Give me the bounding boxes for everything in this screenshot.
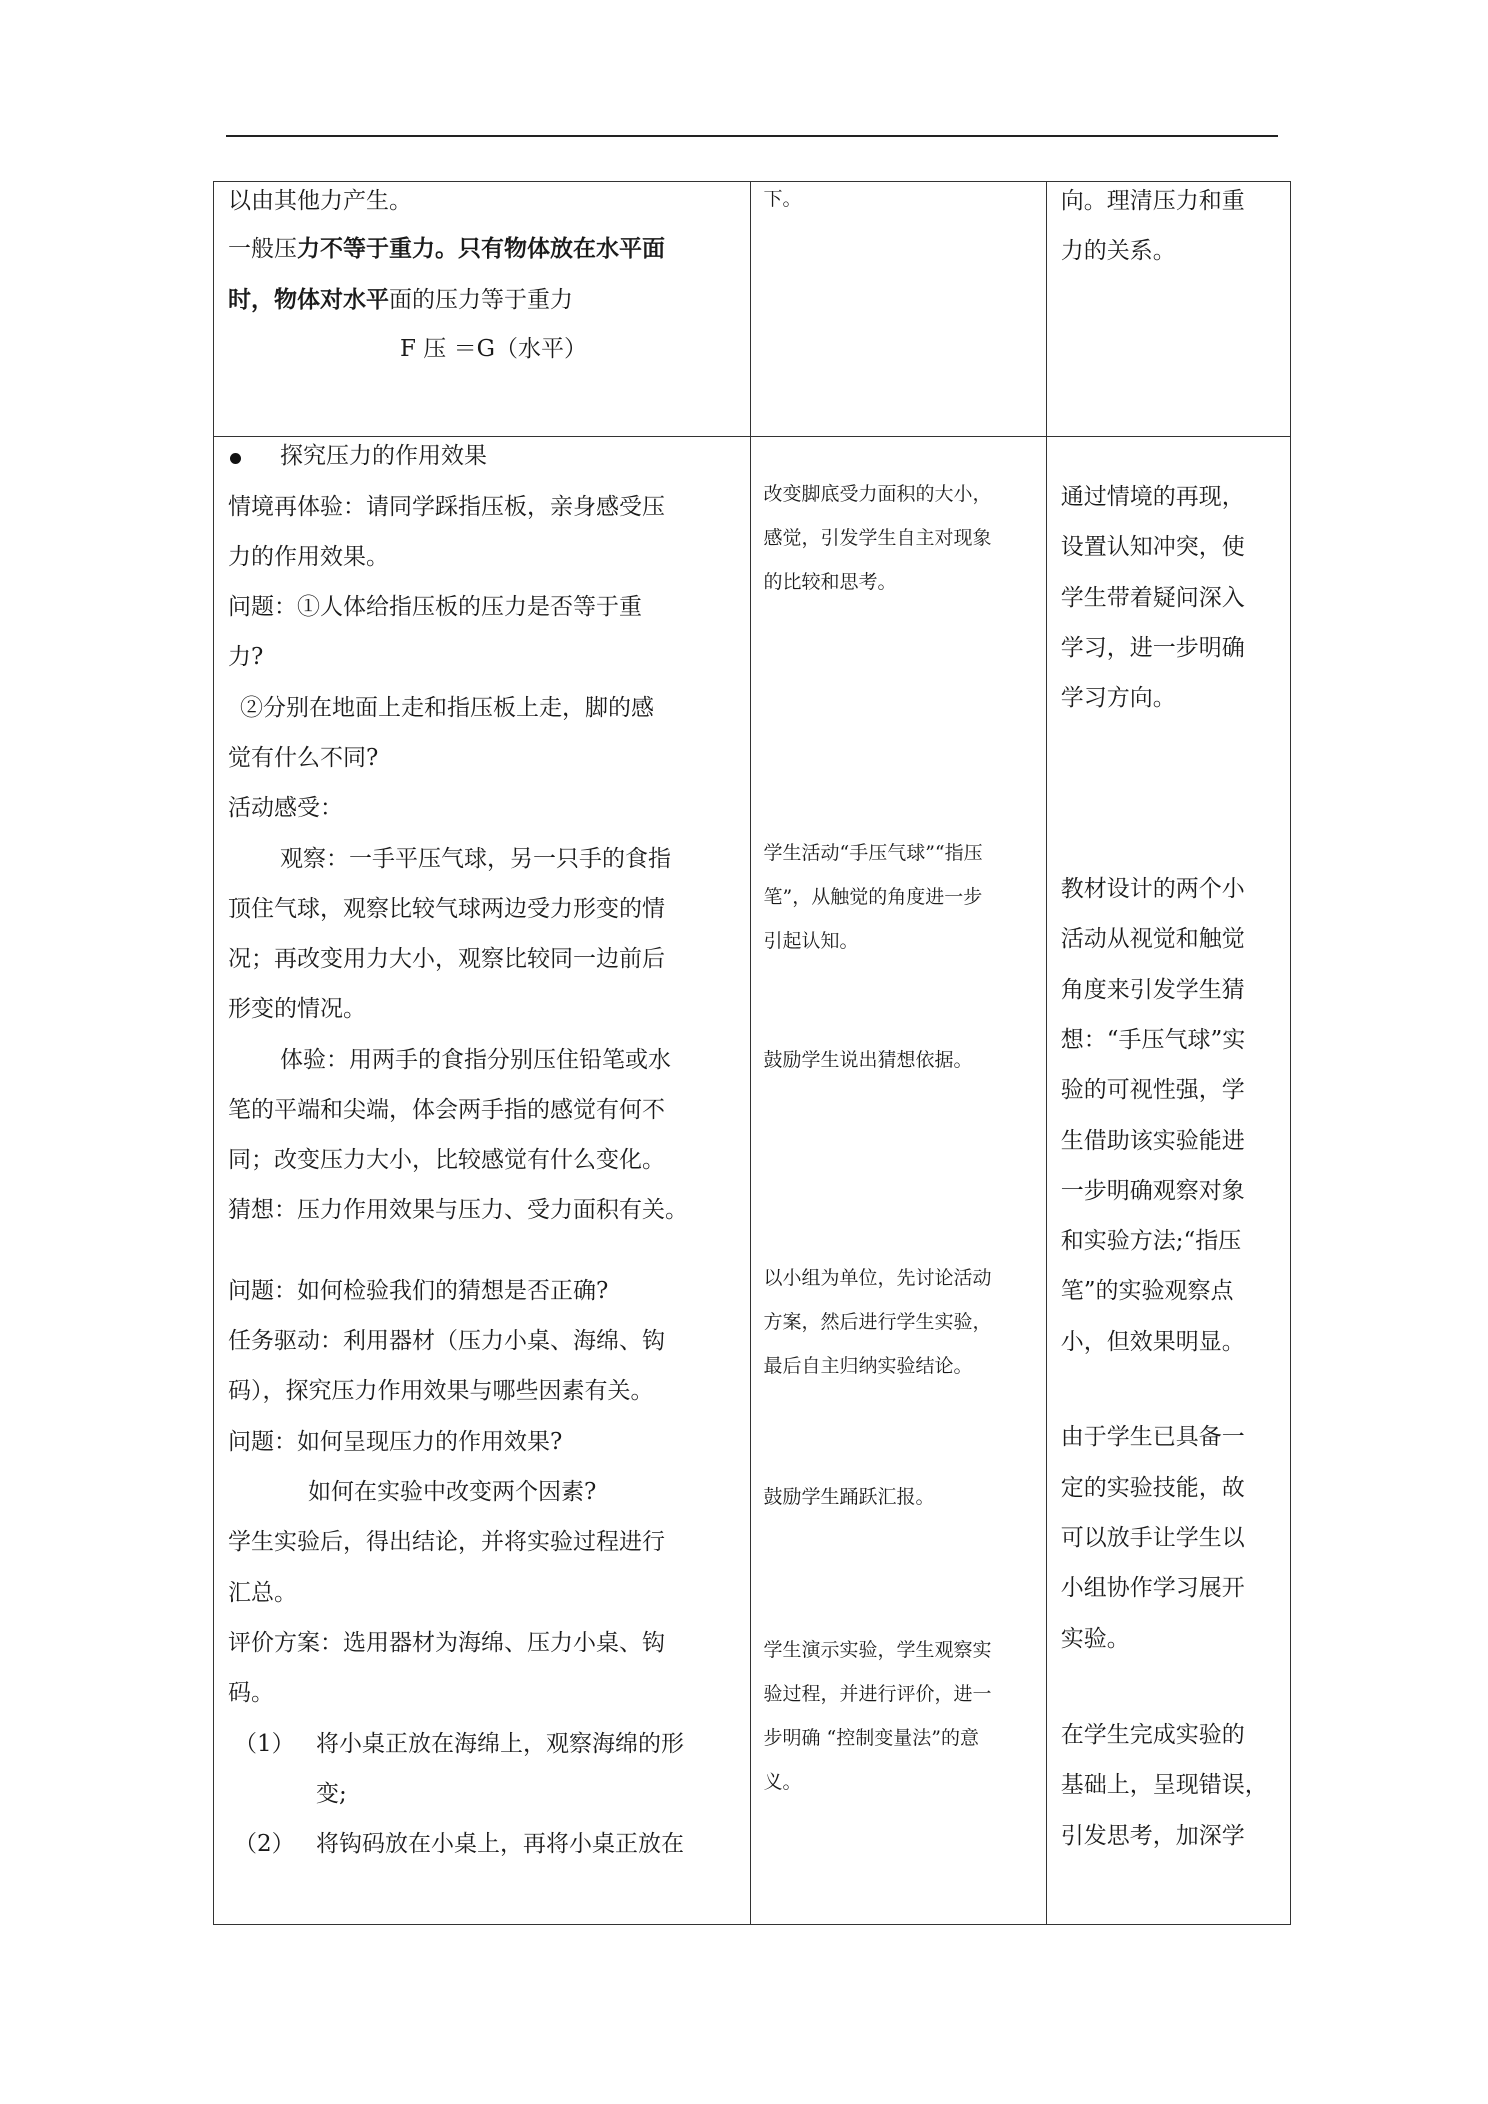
table-row bbox=[214, 182, 1291, 437]
text-line: 实验。 bbox=[1060, 1626, 1130, 1652]
text-line: 况；再改变用力大小，观察比较同一边前后 bbox=[228, 946, 665, 972]
text-line: 觉有什么不同? bbox=[228, 745, 379, 771]
text-line: 生借助该实验能进 bbox=[1060, 1128, 1245, 1154]
text-line: 设置认知冲突，使 bbox=[1060, 534, 1245, 560]
text-line: 力? bbox=[228, 644, 264, 670]
text-line: 基础上，呈现错误， bbox=[1060, 1772, 1268, 1798]
text-line: 定的实验技能，故 bbox=[1060, 1475, 1245, 1501]
text-line: 义。 bbox=[763, 1771, 802, 1793]
text-line: 学习方向。 bbox=[1060, 685, 1176, 711]
text-line: 顶住气球，观察比较气球两边受力形变的情 bbox=[228, 896, 665, 922]
text-line: 向。理清压力和重 bbox=[1060, 188, 1245, 214]
text-normal: 面的压力等于重力 bbox=[389, 287, 573, 313]
text-line: 学习，进一步明确 bbox=[1060, 635, 1245, 661]
lesson-table bbox=[213, 181, 1291, 1925]
header-rule bbox=[226, 135, 1278, 137]
text-line: 鼓励学生说出猜想依据。 bbox=[763, 1049, 973, 1071]
list-number: （1） bbox=[234, 1731, 295, 1757]
text-line: 问题：①人体给指压板的压力是否等于重 bbox=[228, 594, 642, 620]
text-line: 任务驱动：利用器材（压力小桌、海绵、钩 bbox=[228, 1328, 665, 1354]
text-line: 引发思考，加深学 bbox=[1060, 1823, 1245, 1849]
text-line: 码），探究压力作用效果与哪些因素有关。 bbox=[228, 1378, 654, 1404]
text-line: 学生带着疑问深入 bbox=[1060, 585, 1245, 611]
text-line: 力的关系。 bbox=[1060, 238, 1176, 264]
text-line: 猜想：压力作用效果与压力、受力面积有关。 bbox=[228, 1197, 688, 1223]
text-line: 改变脚底受力面积的大小， bbox=[763, 483, 992, 505]
list-item: 变; bbox=[316, 1781, 347, 1807]
text-line: 一步明确观察对象 bbox=[1060, 1178, 1245, 1204]
text-line: 学生演示实验，学生观察实 bbox=[763, 1639, 992, 1661]
text-bold: 时，物体对水平 bbox=[228, 286, 389, 313]
text-line: 最后自主归纳实验结论。 bbox=[763, 1355, 973, 1377]
row2-intent-cell bbox=[1046, 437, 1290, 1925]
text-line: 笔”，从触觉的角度进一步 bbox=[763, 886, 983, 908]
text-line: 感觉，引发学生自主对现象 bbox=[763, 527, 992, 549]
text-line: 通过情境的再现， bbox=[1060, 484, 1245, 510]
text-line: 下。 bbox=[763, 188, 802, 210]
bullet-icon bbox=[230, 453, 241, 464]
formula: F 压 ＝G（水平） bbox=[400, 336, 587, 362]
text-line: 验过程，并进行评价，进一 bbox=[763, 1683, 992, 1705]
text-line: 以小组为单位，先讨论活动 bbox=[763, 1267, 992, 1289]
text-line: 活动从视觉和触觉 bbox=[1060, 926, 1245, 952]
row2-content-cell bbox=[214, 437, 751, 1925]
text-line: ②分别在地面上走和指压板上走，脚的感 bbox=[240, 695, 654, 721]
text-line: 方案，然后进行学生实验， bbox=[763, 1311, 992, 1333]
text-line: 力的作用效果。 bbox=[228, 544, 389, 570]
text-line: 问题：如何检验我们的猜想是否正确? bbox=[228, 1278, 609, 1304]
text-line bbox=[228, 234, 665, 264]
list-number: （2） bbox=[234, 1831, 295, 1857]
row1-content-cell bbox=[214, 182, 751, 437]
text-line: 步明确 “控制变量法”的意 bbox=[763, 1727, 979, 1749]
text-line: 如何在实验中改变两个因素? bbox=[308, 1479, 597, 1505]
text-line: 和实验方法;“指压 bbox=[1060, 1228, 1242, 1254]
text-line: 以由其他力产生。 bbox=[228, 188, 412, 214]
text-line: 学生活动“手压气球”“指压 bbox=[763, 842, 983, 864]
text-line: 引起认知。 bbox=[763, 930, 859, 952]
table-row bbox=[214, 437, 1291, 1925]
text-line: 教材设计的两个小 bbox=[1060, 876, 1245, 902]
text-line: 码。 bbox=[228, 1680, 274, 1706]
list-item: 将钩码放在小桌上，再将小桌正放在 bbox=[316, 1831, 684, 1857]
text-normal: 一般压 bbox=[228, 236, 297, 262]
text-line: 鼓励学生踊跃汇报。 bbox=[763, 1486, 935, 1508]
text-line: 形变的情况。 bbox=[228, 996, 366, 1022]
text-line: 体验：用两手的食指分别压住铅笔或水 bbox=[280, 1047, 671, 1073]
text-line: 的比较和思考。 bbox=[763, 571, 897, 593]
text-line: 评价方案：选用器材为海绵、压力小桌、钩 bbox=[228, 1630, 665, 1656]
text-line: 活动感受： bbox=[228, 795, 343, 821]
text-line: 由于学生已具备一 bbox=[1060, 1424, 1245, 1450]
text-line bbox=[228, 285, 573, 315]
row1-method-cell bbox=[751, 182, 1046, 437]
text-bold: 力不等于重力。只有物体放在水平面 bbox=[297, 235, 665, 262]
text-line: 情境再体验：请同学踩指压板，亲身感受压 bbox=[228, 494, 665, 520]
text-line: 在学生完成实验的 bbox=[1060, 1722, 1245, 1748]
text-line: 笔的平端和尖端，体会两手指的感觉有何不 bbox=[228, 1097, 665, 1123]
text-line: 想：“手压气球”实 bbox=[1060, 1027, 1246, 1053]
text-line: 问题：如何呈现压力的作用效果? bbox=[228, 1429, 563, 1455]
text-line: 小，但效果明显。 bbox=[1060, 1329, 1245, 1355]
text-line: 同；改变压力大小，比较感觉有什么变化。 bbox=[228, 1147, 665, 1173]
text-line: 验的可视性强，学 bbox=[1060, 1077, 1245, 1103]
text-line: 可以放手让学生以 bbox=[1060, 1525, 1245, 1551]
row1-intent-cell bbox=[1046, 182, 1290, 437]
text-line: 汇总。 bbox=[228, 1580, 297, 1606]
section-title: 探究压力的作用效果 bbox=[280, 443, 487, 469]
row2-method-cell bbox=[751, 437, 1046, 1925]
text-line: 小组协作学习展开 bbox=[1060, 1575, 1245, 1601]
text-line: 笔”的实验观察点 bbox=[1060, 1278, 1234, 1304]
list-item: 将小桌正放在海绵上，观察海绵的形 bbox=[316, 1731, 684, 1757]
text-line: 角度来引发学生猜 bbox=[1060, 977, 1245, 1003]
text-line: 观察：一手平压气球，另一只手的食指 bbox=[280, 846, 671, 872]
text-line: 学生实验后，得出结论，并将实验过程进行 bbox=[228, 1529, 665, 1555]
